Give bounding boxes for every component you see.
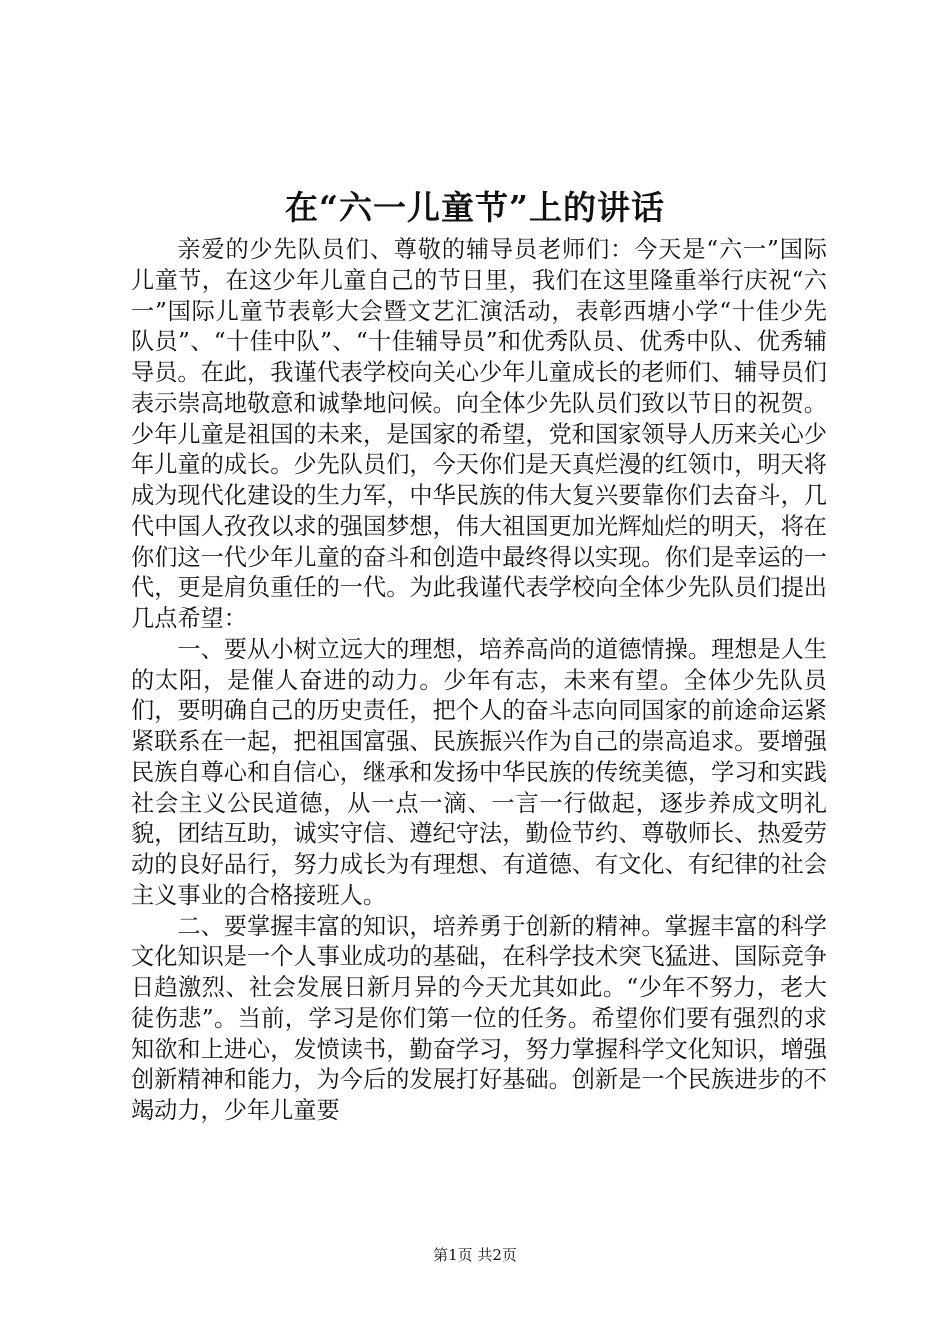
document-title: 在“六一儿童节”上的讲话 [285, 188, 665, 227]
paragraph-point-two: 二、要掌握丰富的知识，培养勇于创新的精神。掌握丰富的科学文化知识是一个人事业成功的基础，在科学技术突飞猛进、国际竞争日趋激烈、社会发展日新月异的今天尤其如此。“少年不努力，老大徒伤悲”。当前，学习是你们第一位的任务。希望你们要有强烈的求知欲和上进心，发愤读书，勤奋学习，努力掌握科学文化知识，增强创新精神和能力，为今后的发展打好基础。创新是一个民族进步的不竭动力，少年儿童要 [131, 912, 827, 1124]
paragraph-point-one: 一、要从小树立远大的理想，培养高尚的道德情操。理想是人生的太阳，是催人奋进的动力。少年有志，未来有望。全体少先队员们，要明确自己的历史责任，把个人的奋斗志向同国家的前途命运紧紧联系在一起，把祖国富强、民族振兴作为自己的崇高追求。要增强民族自尊心和自信心，继承和发扬中华民族的传统美德，学习和实践社会主义公民道德，从一点一滴、一言一行做起，逐步养成文明礼貌，团结互助，诚实守信、遵纪守法，勤俭节约、尊敬师长、热爱劳动的良好品行，努力成长为有理想、有道德、有文化、有纪律的社会主义事业的合格接班人。 [131, 635, 827, 909]
paragraph-intro: 亲爱的少先队员们、尊敬的辅导员老师们：今天是“六一”国际儿童节，在这少年儿童自己的节日里，我们在这里隆重举行庆祝“六一”国际儿童节表彰大会暨文艺汇演活动，表彰西塘小学“十佳少先队员”、“十佳中队”、“十佳辅导员”和优秀队员、优秀中队、优秀辅导员。在此，我谨代表学校向关心少年儿童成长的老师们、辅导员们表示崇高地敬意和诚挚地问候。向全体少先队员们致以节日的祝贺。少年儿童是祖国的未来，是国家的希望，党和国家领导人历来关心少年儿童的成长。少先队员们，今天你们是天真烂漫的红领巾，明天将成为现代化建设的生力军，中华民族的伟大复兴要靠你们去奋斗，几代中国人孜孜以求的强国梦想，伟大祖国更加光辉灿烂的明天，将在你们这一代少年儿童的奋斗和创造中最终得以实现。你们是幸运的一代，更是肩负重任的一代。为此我谨代表学校向全体少先队员们提出几点希望： [131, 236, 827, 632]
document-body [131, 235, 827, 1127]
page-number-footer: 第1页 共2页 [433, 1246, 517, 1264]
